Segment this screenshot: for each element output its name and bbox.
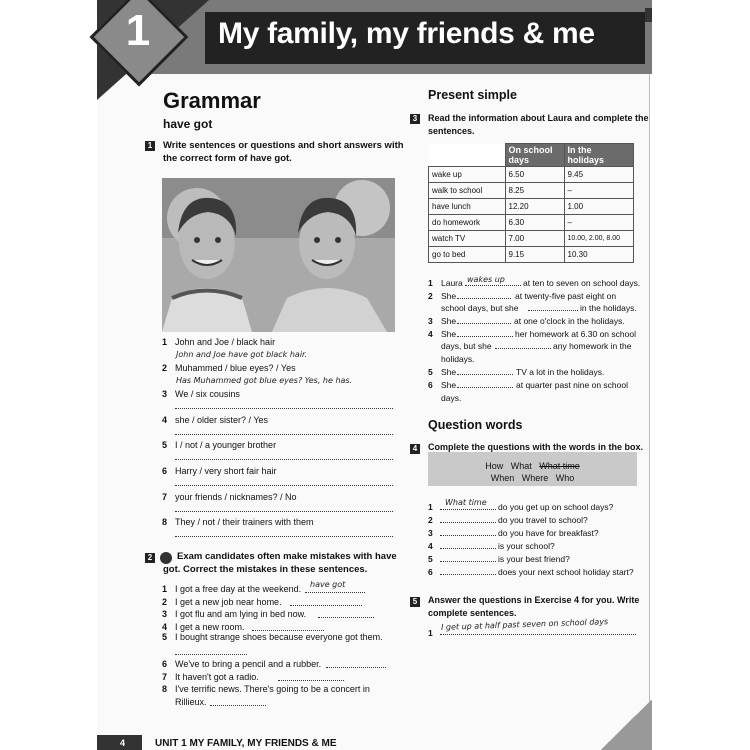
answer-line[interactable]: [440, 634, 636, 635]
item-prompt: They / not / their trainers with them: [175, 517, 314, 527]
table-cell: 9.45: [564, 167, 633, 183]
item-number: 1: [162, 337, 168, 347]
answer-line[interactable]: [175, 434, 393, 435]
item-prompt: John and Joe / black hair: [175, 337, 276, 347]
item-text: Laura: [441, 278, 463, 288]
exercise-1-number: 1: [145, 141, 155, 151]
item-number: 8: [162, 684, 168, 694]
table-cell: 6.30: [505, 215, 564, 231]
table-cell: watch TV: [429, 231, 506, 247]
item-text: I got flu and am lying in bed now.: [175, 609, 307, 619]
table-row: [429, 231, 634, 247]
item-number: 7: [162, 492, 168, 502]
table-cell: 1.00: [564, 199, 633, 215]
ex1-answer: John and Joe have got black hair.: [176, 350, 308, 359]
item-text: I bought strange shoes because everyone got them.: [175, 632, 383, 642]
item-number: 4: [162, 622, 168, 632]
ex2-answer: have got: [310, 580, 346, 589]
ex3-item-text: at ten to seven on school days.: [523, 278, 641, 288]
item-text: I get a new room.: [175, 622, 245, 632]
item-text: I got a free day at the weekend.: [175, 584, 302, 594]
answer-line[interactable]: [318, 617, 374, 618]
table-header-cell: [429, 144, 506, 167]
answer-line[interactable]: [440, 561, 496, 562]
page-edge: [649, 0, 650, 750]
answer-line[interactable]: [305, 592, 365, 593]
table-cell: walk to school: [429, 183, 506, 199]
item-text: She: [441, 291, 457, 301]
ex4-item-text: is your best friend?: [498, 554, 570, 564]
answer-line[interactable]: [440, 574, 496, 575]
instruction-line: sentences.: [428, 126, 475, 136]
item-text: I've terrific news. There's going to be a concert in: [175, 684, 370, 694]
answer-line[interactable]: [440, 548, 496, 549]
item-number: 5: [428, 367, 433, 377]
item-number: 4: [428, 541, 433, 551]
answer-line[interactable]: [175, 485, 393, 486]
footer-unit-title: UNIT 1 MY FAMILY, MY FRIENDS & ME: [155, 738, 337, 749]
instruction-line: the correct form of have got.: [163, 153, 292, 164]
item-prompt: your friends / nicknames? / No: [175, 492, 297, 502]
ex4-item-text: do you have for breakfast?: [498, 528, 599, 538]
ex3-item-text: holidays.: [441, 354, 475, 364]
item-number: 4: [428, 329, 433, 339]
answer-line[interactable]: [175, 408, 393, 409]
instruction-line: got. Correct the mistakes in these sentences.: [163, 564, 368, 575]
item-number: 1: [428, 628, 433, 638]
word-box-row: [428, 473, 637, 483]
grammar-subheading: have got: [163, 117, 213, 131]
item-number: 5: [162, 440, 168, 450]
present-simple-heading: Present simple: [428, 88, 517, 102]
exercise-1-instruction: [163, 139, 404, 165]
ex3-item-text: any homework in the: [553, 341, 632, 351]
table-header-cell: In the holidays: [564, 144, 633, 167]
ex3-answer: wakes up: [467, 275, 505, 284]
ex3-item-text: TV a lot in the holidays.: [516, 367, 605, 377]
item-number: 2: [162, 363, 168, 373]
table-cell: 7.00: [505, 231, 564, 247]
answer-line[interactable]: [175, 511, 393, 512]
exercise-3-number: 3: [410, 114, 420, 124]
ex4-item-text: does your next school holiday start?: [498, 567, 634, 577]
instruction-line: Exam candidates often make mistakes with have: [177, 551, 397, 562]
word-option-used: What time: [539, 461, 580, 471]
answer-line[interactable]: [440, 535, 496, 536]
ex3-item-text: at one o'clock in the holidays.: [514, 316, 625, 326]
ex3-item-text: at quarter past nine on school: [516, 380, 628, 390]
word-option: Who: [555, 473, 575, 483]
item-text: It haven't got a radio.: [175, 672, 259, 682]
item-text: She: [441, 367, 457, 377]
table-cell: wake up: [429, 167, 506, 183]
instruction-line: Read the information about Laura and complete the: [428, 113, 649, 123]
item-text: She: [441, 380, 457, 390]
word-box: [428, 452, 637, 486]
table-row: [429, 215, 634, 231]
item-number: 6: [428, 380, 433, 390]
answer-line[interactable]: [175, 654, 247, 655]
ex3-item-text: in the holidays.: [580, 303, 637, 313]
ex2-item-continued: Rillieux.: [175, 697, 207, 707]
ex5-answer: I get up at half past seven on school days: [440, 617, 609, 632]
word-option: How: [485, 461, 504, 471]
item-number: 1: [428, 278, 433, 288]
table-row: [429, 183, 634, 199]
item-text: She: [441, 329, 457, 339]
item-number: 4: [162, 415, 168, 425]
laura-schedule-table: [428, 143, 634, 263]
unit-number: 1: [125, 6, 151, 55]
item-prompt: Harry / very short fair hair: [175, 466, 277, 476]
table-cell: have lunch: [429, 199, 506, 215]
instruction-line: Answer the questions in Exercise 4 for you. Write: [428, 595, 640, 605]
item-number: 5: [428, 554, 433, 564]
item-number: 3: [162, 389, 168, 399]
ex3-item-text: her homework at 6.30 on school: [515, 329, 636, 339]
exercise-4-number: 4: [410, 444, 420, 454]
answer-line[interactable]: [278, 680, 344, 681]
item-number: 3: [162, 609, 168, 619]
table-cell: –: [564, 215, 633, 231]
answer-line[interactable]: [528, 310, 578, 311]
table-cell: –: [564, 183, 633, 199]
ex3-item-text: school days, but she: [441, 303, 519, 313]
item-number: 1: [428, 502, 433, 512]
grammar-heading: Grammar: [163, 88, 261, 113]
item-number: 2: [428, 515, 433, 525]
word-option: Where: [521, 473, 549, 483]
unit-title: My family, my friends & me: [218, 17, 595, 50]
table-cell: 10.30: [564, 247, 633, 263]
ex3-item-text: days, but she: [441, 341, 492, 351]
item-number: 6: [162, 659, 168, 669]
item-number: 1: [162, 584, 168, 594]
instruction-line: complete sentences.: [428, 608, 517, 618]
ex4-item-text: do you travel to school?: [498, 515, 588, 525]
table-cell: do homework: [429, 215, 506, 231]
answer-line[interactable]: [457, 387, 513, 388]
page-margin: [650, 0, 750, 750]
word-box-row: [428, 461, 637, 471]
exercise-2-number: 2: [145, 553, 155, 563]
page-tab: [645, 8, 652, 22]
table-cell: 12.20: [505, 199, 564, 215]
answer-line[interactable]: [457, 323, 511, 324]
answer-line[interactable]: [440, 509, 496, 510]
answer-line[interactable]: [465, 285, 521, 286]
item-prompt: We / six cousins: [175, 389, 240, 399]
answer-line[interactable]: [175, 536, 393, 537]
item-prompt: she / older sister? / Yes: [175, 415, 269, 425]
answer-line[interactable]: [457, 298, 511, 299]
item-number: 8: [162, 517, 168, 527]
exercise-2-instruction: [163, 550, 397, 576]
boys-photo-illustration: [162, 178, 395, 332]
word-option: What: [510, 461, 532, 471]
question-words-heading: Question words: [428, 418, 523, 432]
exercise-3-instruction: [428, 112, 649, 138]
ex4-answer: What time: [445, 498, 487, 507]
ex4-item-text: do you get up on school days?: [498, 502, 614, 512]
item-number: 2: [428, 291, 433, 301]
item-number: 6: [162, 466, 168, 476]
table-row: [429, 199, 634, 215]
word-option: When: [490, 473, 515, 483]
ex3-item-text: days.: [441, 393, 462, 403]
ex1-answer: Has Muhammed got blue eyes? Yes, he has.: [176, 376, 353, 385]
answer-line[interactable]: [457, 336, 513, 337]
item-text: I get a new job near home.: [175, 597, 282, 607]
table-cell: 9.15: [505, 247, 564, 263]
item-text: We've to bring a pencil and a rubber.: [175, 659, 322, 669]
item-number: 2: [162, 597, 168, 607]
exercise-5-number: 5: [410, 597, 420, 607]
instruction-line: Write sentences or questions and short answers with: [163, 140, 404, 151]
item-number: 3: [428, 528, 433, 538]
table-row: [429, 247, 634, 263]
answer-line[interactable]: [210, 705, 266, 706]
answer-line[interactable]: [326, 667, 386, 668]
exercise-4-instruction: Complete the questions with the words in the box.: [428, 442, 644, 452]
answer-line[interactable]: [252, 630, 324, 631]
answer-line[interactable]: [495, 348, 551, 349]
item-prompt: I / not / a younger brother: [175, 440, 277, 450]
page-curl: [600, 700, 652, 750]
ex3-item-text: at twenty-five past eight on: [515, 291, 617, 301]
table-header-row: [429, 144, 634, 167]
item-number: 5: [162, 632, 168, 642]
table-cell: go to bed: [429, 247, 506, 263]
item-number: 7: [162, 672, 168, 682]
answer-line[interactable]: [175, 459, 393, 460]
table-header-cell: On school days: [505, 144, 564, 167]
item-number: 3: [428, 316, 433, 326]
item-number: 6: [428, 567, 433, 577]
item-text: She: [441, 316, 457, 326]
page-number: 4: [120, 738, 126, 748]
table-row: [429, 167, 634, 183]
item-prompt: Muhammed / blue eyes? / Yes: [175, 363, 296, 373]
table-cell: 10.00, 2.00, 8.00: [564, 231, 633, 247]
answer-line[interactable]: [290, 605, 362, 606]
answer-line[interactable]: [457, 374, 513, 375]
answer-line[interactable]: [440, 522, 496, 523]
photo-two-boys: [162, 178, 395, 332]
table-cell: 8.25: [505, 183, 564, 199]
ex4-item-text: is your school?: [498, 541, 555, 551]
table-cell: 6.50: [505, 167, 564, 183]
